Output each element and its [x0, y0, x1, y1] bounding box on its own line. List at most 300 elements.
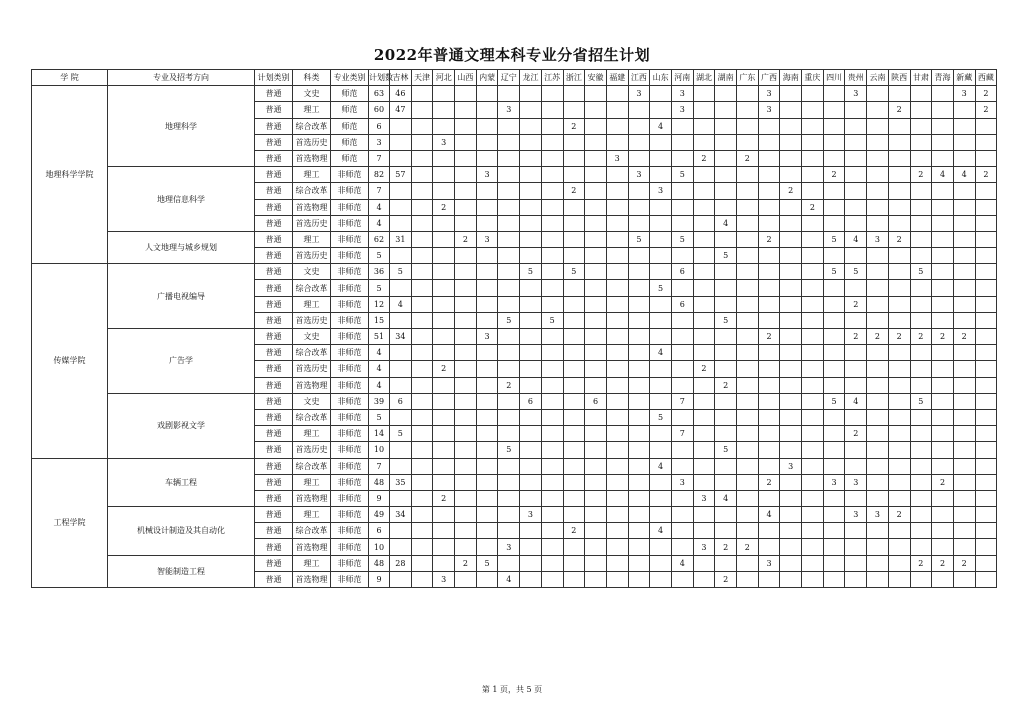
- province-cell: [758, 361, 780, 377]
- province-cell: [541, 426, 563, 442]
- plan-type-cell: 普通: [255, 329, 293, 345]
- province-header: 四川: [823, 70, 845, 86]
- subject-cell: 首选历史: [293, 312, 331, 328]
- category-cell: 非师范: [331, 264, 369, 280]
- plan-type-cell: 普通: [255, 215, 293, 231]
- plan-total-cell: 63: [369, 86, 390, 102]
- province-cell: [650, 231, 672, 247]
- category-cell: 非师范: [331, 231, 369, 247]
- province-cell: [953, 312, 975, 328]
- province-header: 江苏: [541, 70, 563, 86]
- province-cell: [671, 150, 693, 166]
- province-cell: [715, 523, 737, 539]
- province-cell: [953, 102, 975, 118]
- province-cell: 3: [476, 167, 498, 183]
- category-cell: 非师范: [331, 539, 369, 555]
- province-cell: [520, 312, 542, 328]
- province-cell: [953, 118, 975, 134]
- province-cell: [455, 86, 477, 102]
- plan-type-cell: 普通: [255, 474, 293, 490]
- province-cell: [780, 118, 802, 134]
- province-cell: [433, 102, 455, 118]
- province-cell: [563, 377, 585, 393]
- province-cell: [628, 312, 650, 328]
- province-header: 龙江: [520, 70, 542, 86]
- plan-total-cell: 6: [369, 523, 390, 539]
- plan-total-cell: 5: [369, 248, 390, 264]
- province-cell: [411, 571, 433, 587]
- province-cell: [845, 118, 867, 134]
- province-cell: [867, 134, 889, 150]
- province-cell: 5: [715, 248, 737, 264]
- province-cell: [498, 296, 520, 312]
- province-cell: [390, 248, 412, 264]
- plan-total-cell: 3: [369, 134, 390, 150]
- province-cell: [606, 507, 628, 523]
- province-cell: [910, 458, 932, 474]
- province-cell: [888, 118, 910, 134]
- province-cell: [693, 296, 715, 312]
- province-cell: [932, 312, 954, 328]
- province-cell: [455, 134, 477, 150]
- province-cell: [845, 361, 867, 377]
- province-cell: [628, 539, 650, 555]
- plan-type-cell: 普通: [255, 409, 293, 425]
- province-cell: [411, 345, 433, 361]
- province-cell: [455, 393, 477, 409]
- province-cell: [390, 134, 412, 150]
- province-cell: [606, 248, 628, 264]
- province-cell: [671, 507, 693, 523]
- province-cell: [758, 523, 780, 539]
- province-cell: [932, 571, 954, 587]
- province-cell: 5: [520, 264, 542, 280]
- province-cell: [932, 199, 954, 215]
- province-cell: [975, 118, 997, 134]
- plan-total-cell: 4: [369, 377, 390, 393]
- subject-cell: 首选物理: [293, 539, 331, 555]
- province-cell: 2: [975, 86, 997, 102]
- province-cell: [628, 426, 650, 442]
- province-cell: [780, 215, 802, 231]
- province-cell: [390, 345, 412, 361]
- province-cell: [606, 555, 628, 571]
- province-cell: [476, 86, 498, 102]
- province-cell: [932, 231, 954, 247]
- province-cell: [671, 118, 693, 134]
- province-cell: [975, 296, 997, 312]
- province-cell: [628, 571, 650, 587]
- province-cell: 31: [390, 231, 412, 247]
- province-cell: [758, 426, 780, 442]
- province-cell: 2: [455, 231, 477, 247]
- province-cell: 3: [476, 231, 498, 247]
- province-cell: [520, 377, 542, 393]
- province-cell: [541, 507, 563, 523]
- province-cell: [541, 134, 563, 150]
- province-header: 浙江: [563, 70, 585, 86]
- page-footer: 第 1 页，共 5 页: [481, 685, 543, 694]
- province-cell: 4: [758, 507, 780, 523]
- province-cell: [671, 523, 693, 539]
- province-cell: 6: [671, 296, 693, 312]
- province-cell: [888, 345, 910, 361]
- plan-type-cell: 普通: [255, 134, 293, 150]
- province-cell: [563, 312, 585, 328]
- province-cell: 2: [693, 150, 715, 166]
- province-cell: [498, 118, 520, 134]
- province-cell: [541, 183, 563, 199]
- province-cell: 2: [780, 183, 802, 199]
- province-cell: [910, 523, 932, 539]
- province-cell: [433, 426, 455, 442]
- column-header: 专业类别: [331, 70, 369, 86]
- province-cell: [780, 571, 802, 587]
- province-cell: [563, 458, 585, 474]
- province-cell: [802, 426, 824, 442]
- province-cell: 2: [867, 329, 889, 345]
- province-cell: [737, 442, 759, 458]
- province-cell: [780, 134, 802, 150]
- province-cell: [541, 231, 563, 247]
- province-cell: [823, 118, 845, 134]
- province-cell: [606, 86, 628, 102]
- province-cell: [715, 264, 737, 280]
- province-cell: [650, 442, 672, 458]
- province-cell: [867, 474, 889, 490]
- province-cell: [433, 231, 455, 247]
- province-cell: [671, 458, 693, 474]
- province-cell: [953, 264, 975, 280]
- province-cell: [953, 442, 975, 458]
- province-cell: [953, 377, 975, 393]
- province-cell: [758, 377, 780, 393]
- province-cell: [823, 215, 845, 231]
- province-cell: [433, 555, 455, 571]
- province-cell: [758, 490, 780, 506]
- province-cell: [628, 264, 650, 280]
- province-cell: [845, 458, 867, 474]
- province-cell: 3: [498, 102, 520, 118]
- plan-total-cell: 14: [369, 426, 390, 442]
- province-cell: [585, 280, 607, 296]
- province-cell: [433, 150, 455, 166]
- province-cell: [455, 345, 477, 361]
- province-cell: [932, 118, 954, 134]
- province-cell: [541, 150, 563, 166]
- province-cell: [390, 523, 412, 539]
- plan-type-cell: 普通: [255, 361, 293, 377]
- category-cell: 师范: [331, 102, 369, 118]
- province-header: 天津: [411, 70, 433, 86]
- province-header: 湖北: [693, 70, 715, 86]
- province-cell: [715, 507, 737, 523]
- province-cell: [758, 215, 780, 231]
- province-cell: 2: [888, 329, 910, 345]
- province-cell: [823, 539, 845, 555]
- category-cell: 非师范: [331, 329, 369, 345]
- college-cell: 工程学院: [32, 458, 108, 588]
- province-cell: [390, 280, 412, 296]
- province-cell: 35: [390, 474, 412, 490]
- province-cell: 2: [433, 199, 455, 215]
- province-cell: [953, 393, 975, 409]
- province-cell: [498, 345, 520, 361]
- province-cell: 3: [823, 474, 845, 490]
- province-cell: [845, 150, 867, 166]
- province-cell: [975, 539, 997, 555]
- province-cell: [433, 409, 455, 425]
- province-cell: 4: [932, 167, 954, 183]
- category-cell: 非师范: [331, 571, 369, 587]
- plan-total-cell: 82: [369, 167, 390, 183]
- province-cell: [476, 474, 498, 490]
- column-header: 计划数: [369, 70, 390, 86]
- plan-type-cell: 普通: [255, 345, 293, 361]
- province-cell: [628, 102, 650, 118]
- province-cell: [823, 490, 845, 506]
- province-cell: [737, 312, 759, 328]
- plan-type-cell: 普通: [255, 555, 293, 571]
- province-cell: [780, 167, 802, 183]
- province-cell: [867, 442, 889, 458]
- province-cell: [780, 474, 802, 490]
- province-cell: 6: [671, 264, 693, 280]
- province-cell: [780, 150, 802, 166]
- province-cell: 2: [932, 329, 954, 345]
- province-cell: [780, 102, 802, 118]
- province-cell: [802, 329, 824, 345]
- province-cell: 4: [650, 458, 672, 474]
- province-cell: [758, 134, 780, 150]
- province-cell: [932, 458, 954, 474]
- province-cell: [498, 280, 520, 296]
- province-cell: 28: [390, 555, 412, 571]
- province-cell: [715, 361, 737, 377]
- province-cell: [563, 409, 585, 425]
- province-cell: [390, 150, 412, 166]
- province-header: 内蒙: [476, 70, 498, 86]
- category-cell: 非师范: [331, 183, 369, 199]
- province-cell: [823, 377, 845, 393]
- province-cell: [650, 490, 672, 506]
- province-cell: 2: [737, 150, 759, 166]
- table-row: [32, 264, 997, 280]
- province-cell: [693, 393, 715, 409]
- plan-type-cell: 普通: [255, 458, 293, 474]
- province-cell: [888, 523, 910, 539]
- province-cell: [650, 248, 672, 264]
- plan-total-cell: 7: [369, 150, 390, 166]
- plan-total-cell: 4: [369, 345, 390, 361]
- subject-cell: 首选历史: [293, 361, 331, 377]
- province-cell: [520, 555, 542, 571]
- province-cell: [650, 264, 672, 280]
- college-cell: 传媒学院: [32, 264, 108, 458]
- province-header: 河北: [433, 70, 455, 86]
- province-cell: [932, 150, 954, 166]
- province-cell: [606, 523, 628, 539]
- province-cell: [888, 248, 910, 264]
- province-cell: [975, 312, 997, 328]
- province-cell: [455, 507, 477, 523]
- province-cell: 5: [823, 231, 845, 247]
- province-cell: [498, 409, 520, 425]
- province-cell: [585, 231, 607, 247]
- subject-cell: 综合改革: [293, 458, 331, 474]
- province-cell: [585, 458, 607, 474]
- province-cell: [650, 215, 672, 231]
- province-cell: [758, 150, 780, 166]
- province-cell: [693, 183, 715, 199]
- province-cell: [975, 490, 997, 506]
- province-cell: [628, 215, 650, 231]
- province-cell: [693, 231, 715, 247]
- subject-cell: 首选物理: [293, 490, 331, 506]
- province-cell: [802, 150, 824, 166]
- province-cell: [975, 264, 997, 280]
- province-cell: [693, 426, 715, 442]
- province-cell: [563, 248, 585, 264]
- province-cell: [411, 507, 433, 523]
- province-cell: 34: [390, 329, 412, 345]
- province-cell: 5: [628, 231, 650, 247]
- province-cell: 2: [498, 377, 520, 393]
- province-cell: [520, 329, 542, 345]
- province-cell: 2: [693, 361, 715, 377]
- province-cell: 3: [758, 102, 780, 118]
- province-cell: [520, 409, 542, 425]
- province-cell: [737, 102, 759, 118]
- province-cell: [455, 312, 477, 328]
- province-cell: [433, 183, 455, 199]
- major-cell: 智能制造工程: [108, 555, 255, 587]
- province-header: 贵州: [845, 70, 867, 86]
- province-cell: [541, 555, 563, 571]
- province-cell: 3: [758, 555, 780, 571]
- province-cell: [476, 539, 498, 555]
- province-cell: 2: [888, 507, 910, 523]
- province-cell: [628, 490, 650, 506]
- province-cell: [628, 393, 650, 409]
- province-cell: [802, 571, 824, 587]
- province-cell: [758, 183, 780, 199]
- province-cell: [390, 199, 412, 215]
- province-cell: [433, 345, 455, 361]
- province-cell: 3: [780, 458, 802, 474]
- province-cell: 2: [932, 555, 954, 571]
- province-cell: 2: [563, 523, 585, 539]
- province-cell: [693, 474, 715, 490]
- province-cell: [498, 215, 520, 231]
- province-cell: [953, 150, 975, 166]
- province-cell: [433, 167, 455, 183]
- province-cell: [628, 377, 650, 393]
- province-cell: [585, 102, 607, 118]
- subject-cell: 理工: [293, 102, 331, 118]
- province-cell: [541, 458, 563, 474]
- province-cell: [715, 296, 737, 312]
- province-cell: [411, 377, 433, 393]
- province-cell: [650, 426, 672, 442]
- province-cell: [802, 377, 824, 393]
- province-cell: [671, 442, 693, 458]
- plan-total-cell: 15: [369, 312, 390, 328]
- subject-cell: 首选历史: [293, 442, 331, 458]
- province-cell: [693, 571, 715, 587]
- province-cell: [520, 231, 542, 247]
- province-cell: [563, 199, 585, 215]
- province-cell: [541, 329, 563, 345]
- province-cell: [650, 167, 672, 183]
- province-cell: [606, 361, 628, 377]
- province-cell: [563, 361, 585, 377]
- province-cell: [433, 329, 455, 345]
- province-cell: [585, 248, 607, 264]
- province-cell: [520, 361, 542, 377]
- province-cell: [737, 555, 759, 571]
- province-cell: [802, 393, 824, 409]
- province-cell: [411, 231, 433, 247]
- province-cell: 2: [823, 167, 845, 183]
- province-cell: [737, 361, 759, 377]
- subject-cell: 理工: [293, 555, 331, 571]
- province-cell: [910, 442, 932, 458]
- province-cell: [867, 571, 889, 587]
- province-cell: [932, 393, 954, 409]
- province-cell: [671, 215, 693, 231]
- category-cell: 非师范: [331, 523, 369, 539]
- plan-type-cell: 普通: [255, 296, 293, 312]
- province-cell: [910, 377, 932, 393]
- province-cell: [888, 490, 910, 506]
- province-cell: [606, 329, 628, 345]
- province-cell: [953, 539, 975, 555]
- plan-total-cell: 5: [369, 280, 390, 296]
- province-cell: 5: [715, 442, 737, 458]
- province-cell: [932, 523, 954, 539]
- province-cell: [823, 571, 845, 587]
- province-cell: [671, 199, 693, 215]
- province-cell: [628, 458, 650, 474]
- plan-type-cell: 普通: [255, 102, 293, 118]
- province-cell: [737, 86, 759, 102]
- province-cell: [802, 248, 824, 264]
- province-cell: [823, 280, 845, 296]
- province-cell: [975, 361, 997, 377]
- province-cell: [563, 507, 585, 523]
- province-cell: [867, 280, 889, 296]
- province-cell: [498, 264, 520, 280]
- province-cell: [845, 539, 867, 555]
- province-cell: [802, 539, 824, 555]
- province-cell: [888, 426, 910, 442]
- province-cell: [498, 361, 520, 377]
- province-cell: [910, 426, 932, 442]
- category-cell: 非师范: [331, 409, 369, 425]
- province-cell: [498, 426, 520, 442]
- province-cell: 34: [390, 507, 412, 523]
- category-cell: 非师范: [331, 167, 369, 183]
- province-cell: 7: [671, 426, 693, 442]
- province-cell: [802, 458, 824, 474]
- province-cell: [541, 490, 563, 506]
- province-cell: [606, 199, 628, 215]
- province-cell: [563, 329, 585, 345]
- province-cell: [606, 296, 628, 312]
- province-cell: [737, 393, 759, 409]
- province-cell: [476, 442, 498, 458]
